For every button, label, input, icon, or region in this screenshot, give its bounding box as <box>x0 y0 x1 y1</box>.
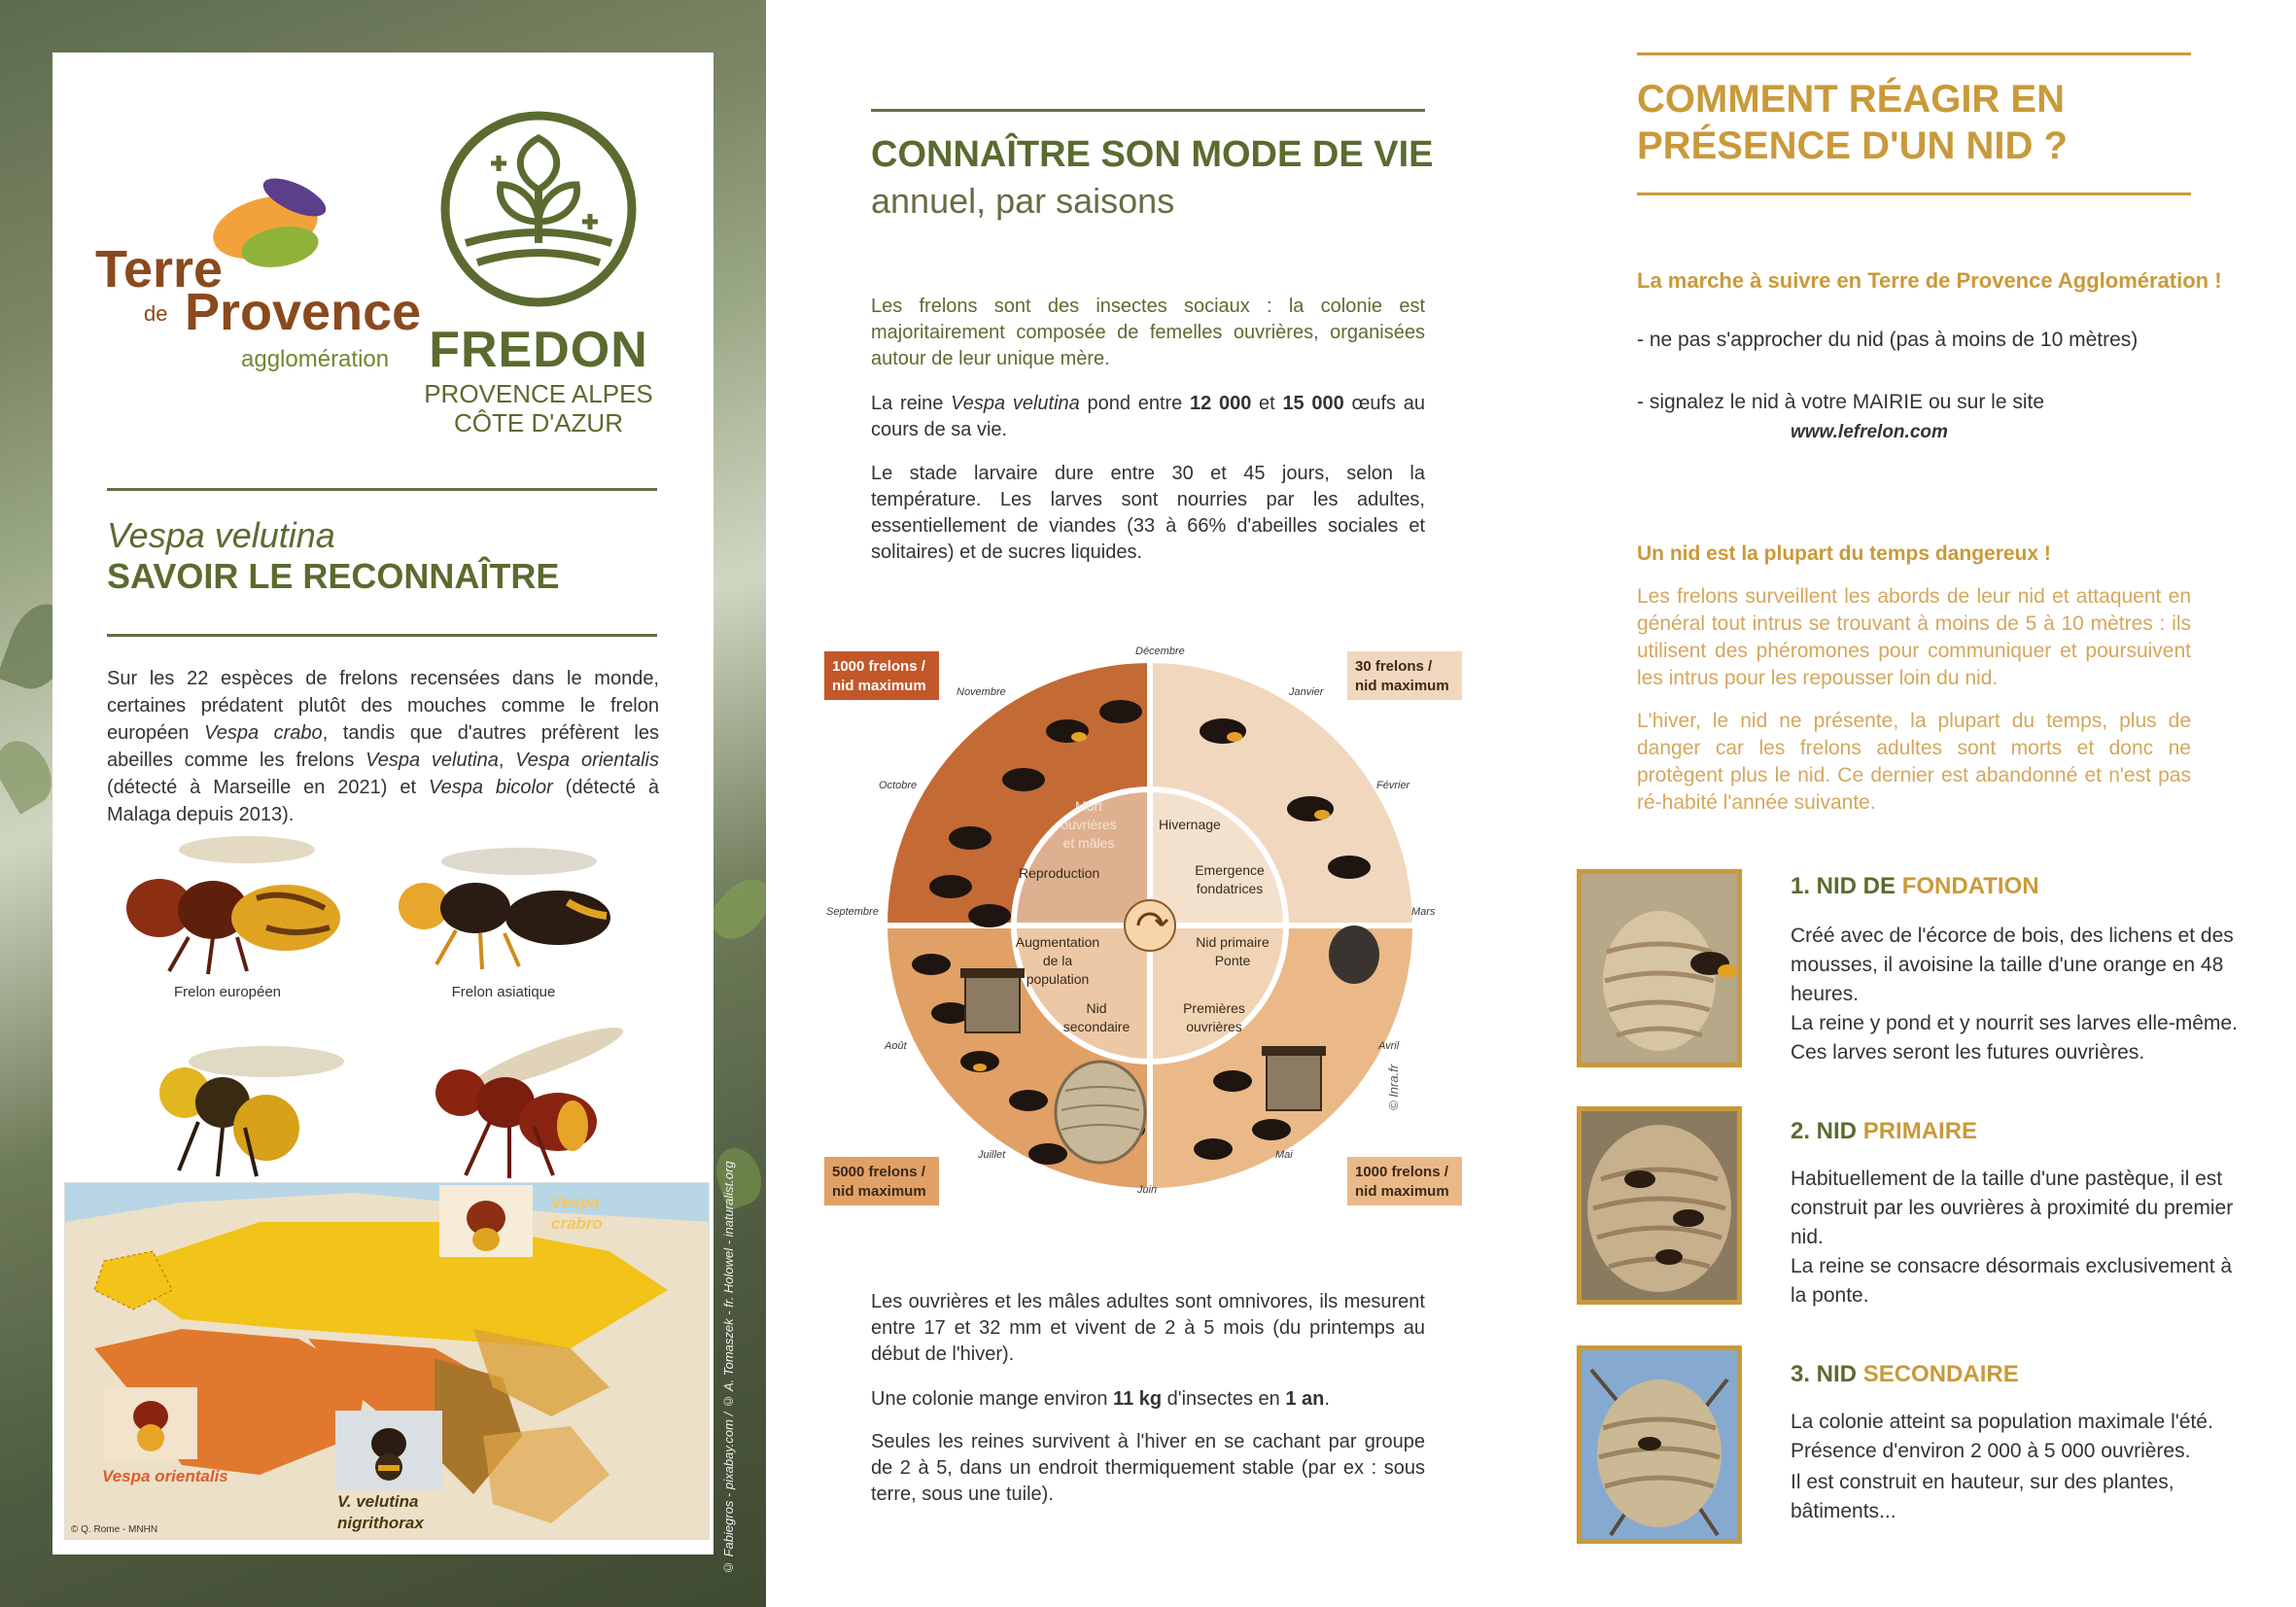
section-title: SAVOIR LE RECONNAÎTRE <box>107 556 560 596</box>
map-label: Vespa <box>551 1193 600 1211</box>
phase-label: Augmentation de la population <box>1015 934 1100 987</box>
section-subtitle: annuel, par saisons <box>871 181 1175 221</box>
section-title: PRÉSENCE D'UN NID ? <box>1637 124 2068 167</box>
phase-label: Nid secondaire <box>1062 1000 1131 1034</box>
month-label: Août <box>885 1040 907 1052</box>
paragraph: Une colonie mange environ 11 kg d'insectes en 1 an. <box>871 1388 1330 1410</box>
month-label: Septembre <box>826 906 879 918</box>
nest-title: 2. NID PRIMAIRE <box>1791 1118 1978 1144</box>
month-label: Décembre <box>1135 646 1185 657</box>
divider <box>107 488 657 491</box>
left-card <box>52 52 713 1555</box>
website-link[interactable]: www.lefrelon.com <box>1791 422 1948 442</box>
population-badge: 30 frelons / nid maximum <box>1347 651 1462 700</box>
cycle-credit: © Inra.fr <box>1386 1064 1401 1110</box>
logo-text: Provence <box>185 283 422 341</box>
photo-credit: © Fabiegros - pixabay.com / © A. Tomaszek - fr. Holowel - inaturalist.org <box>721 1161 736 1575</box>
month-label: Mars <box>1411 906 1436 918</box>
logo-text: Terre <box>95 240 224 298</box>
logo-text: agglomération <box>241 346 390 372</box>
oriental-hornet-image <box>412 1025 645 1180</box>
phase-label: Nid primaire Ponte <box>1196 934 1270 968</box>
life-cycle-wheel <box>824 644 1476 1213</box>
nest-description: La colonie atteint sa population maximale l'été. Présence d'environ 2 000 à 5 000 ouvrières. <box>1791 1411 2213 1462</box>
left-panel <box>0 0 766 1607</box>
phase-label: Premières ouvrières <box>1183 1000 1245 1034</box>
procedure-step: - ne pas s'approcher du nid (pas à moins de 10 mètres) <box>1637 329 2139 351</box>
phase-label: Hivernage <box>1159 817 1221 832</box>
divider <box>107 634 657 637</box>
nest-title: 1. NID DE FONDATION <box>1791 873 2039 899</box>
danger-title: Un nid est la plupart du temps dangereux ! <box>1637 542 2051 565</box>
orientalis-inset-image <box>104 1387 197 1459</box>
section-title: COMMENT RÉAGIR EN <box>1637 78 2065 121</box>
hornet-caption: Frelon européen <box>173 984 282 1000</box>
month-label: Janvier <box>1289 686 1324 698</box>
phase-label: Mort ouvrières et mâles <box>1061 798 1117 851</box>
population-badge: 1000 frelons / nid maximum <box>824 651 939 700</box>
phase-label: Reproduction <box>1019 865 1100 881</box>
hornet-caption: Frelon asiatique <box>451 984 556 1000</box>
month-label: Juin <box>1137 1184 1158 1196</box>
divider <box>871 109 1425 112</box>
month-label: Novembre <box>957 686 1006 698</box>
month-label: Avril <box>1378 1040 1400 1052</box>
european-hornet-image <box>101 830 354 976</box>
distribution-map <box>64 1182 710 1540</box>
month-label: Mai <box>1275 1149 1293 1161</box>
divider <box>1637 52 2191 55</box>
fredon-logo <box>393 107 684 476</box>
crabro-inset-image <box>439 1185 533 1257</box>
population-badge: 5000 frelons / nid maximum <box>824 1157 939 1205</box>
map-label: nigrithorax <box>337 1514 424 1532</box>
foundation-nest-photo <box>1577 869 1742 1067</box>
procedure-step: - signalez le nid à votre MAIRIE ou sur le site <box>1637 391 2045 413</box>
fredon-name: FREDON <box>429 322 648 378</box>
month-label: Octobre <box>879 780 918 791</box>
map-copyright: © Q. Rome - MNHN <box>71 1524 158 1535</box>
logo-text: de <box>144 301 168 326</box>
secondary-nest-photo <box>1577 1345 1742 1544</box>
map-label: Vespa orientalis <box>102 1467 228 1485</box>
paragraph: Le stade larvaire dure entre 30 et 45 jours, selon la température. Les larves sont nourries par les adultes, essentiellement de viandes (33 à 66% d'abeilles sociales et solitaires) et de sucres liquides. <box>871 463 1425 563</box>
procedure-lead: La marche à suivre en Terre de Provence Agglomération ! <box>1637 268 2222 293</box>
nest-description: Créé avec de l'écorce de bois, des lichens et des mousses, il avoisine la taille d'une orange en 48 heures. <box>1791 925 2234 1005</box>
phase-label: Emergence fondatrices <box>1195 862 1265 896</box>
velutina-inset-image <box>335 1411 442 1490</box>
intro-paragraph: Les frelons sont des insectes sociaux : la colonie est majoritairement composée de femelles ouvrières, organisées autour de leur unique mère. <box>871 296 1425 369</box>
fredon-region: CÔTE D'AZUR <box>454 408 623 437</box>
nest-description: La reine y pond et y nourrit ses larves elle-même. Ces larves seront les futures ouvrières. <box>1791 1012 2238 1064</box>
month-label: Juillet <box>978 1149 1006 1161</box>
section-body: Sur les 22 espèces de frelons recensées dans le monde, certaines prédatent plutôt des mouches comme le frelon européen Vespa crabo, tandis que d'autres préfèrent les abeilles comme les frelons Vespa velutina, Vespa orientalis (détecté à Marseille en 2021) et Vespa bicolor (détecté à Malaga depuis 2013). <box>107 668 659 825</box>
fredon-region: PROVENCE ALPES <box>424 379 653 408</box>
danger-paragraph: Les frelons surveillent les abords de leur nid et attaquent en général tout intrus se trouvant à moins de 5 à 10 mètres : ils utilisent des phéromones pour communiquer et poursuivent les intrus pour les repousser loin du nid. <box>1637 585 2191 689</box>
section-title: CONNAÎTRE SON MODE DE VIE <box>871 134 1434 175</box>
danger-paragraph: L'hiver, le nid ne présente, la plupart du temps, plus de danger car les frelons adultes sont morts et donc ne protègent plus le nid. Ce dernier est abandonné et n'est pas ré-habité l'année suivante. <box>1637 710 2191 814</box>
map-label: crabro <box>551 1214 603 1233</box>
fredon-emblem-icon <box>436 107 641 311</box>
paragraph: Les ouvrières et les mâles adultes sont omnivores, ils mesurent entre 17 et 32 mm et vivent de 2 à 5 mois (du printemps au début de l'hiver). <box>871 1291 1425 1365</box>
nest-description: Habituellement de la taille d'une pastèque, il est construit par les ouvrières à proximité du premier nid. <box>1791 1168 2234 1248</box>
bicolor-hornet-image <box>130 1034 364 1180</box>
nest-description: Il est construit en hauteur, sur des plantes, bâtiments... <box>1791 1471 2174 1522</box>
section-kicker: Vespa velutina <box>107 515 335 555</box>
population-badge: 1000 frelons / nid maximum <box>1347 1157 1462 1205</box>
life-cycle-diagram <box>824 644 1476 1213</box>
paragraph: La reine Vespa velutina pond entre 12 000 et 15 000 œufs au cours de sa vie. <box>871 393 1425 440</box>
asian-hornet-image <box>373 838 636 974</box>
primary-nest-photo <box>1577 1106 1742 1305</box>
nest-description: La reine se consacre désormais exclusivement à la ponte. <box>1791 1255 2233 1307</box>
divider <box>1637 192 2191 195</box>
month-label: Février <box>1376 780 1410 791</box>
paragraph: Seules les reines survivent à l'hiver en se cachant par groupe de 2 à 5, dans un endroit thermiquement stable (par ex : sous terre, sous une tuile). <box>871 1431 1425 1505</box>
map-label: V. velutina <box>337 1492 419 1511</box>
terre-de-provence-logo <box>95 179 422 393</box>
nest-title: 3. NID SECONDAIRE <box>1791 1361 2019 1387</box>
